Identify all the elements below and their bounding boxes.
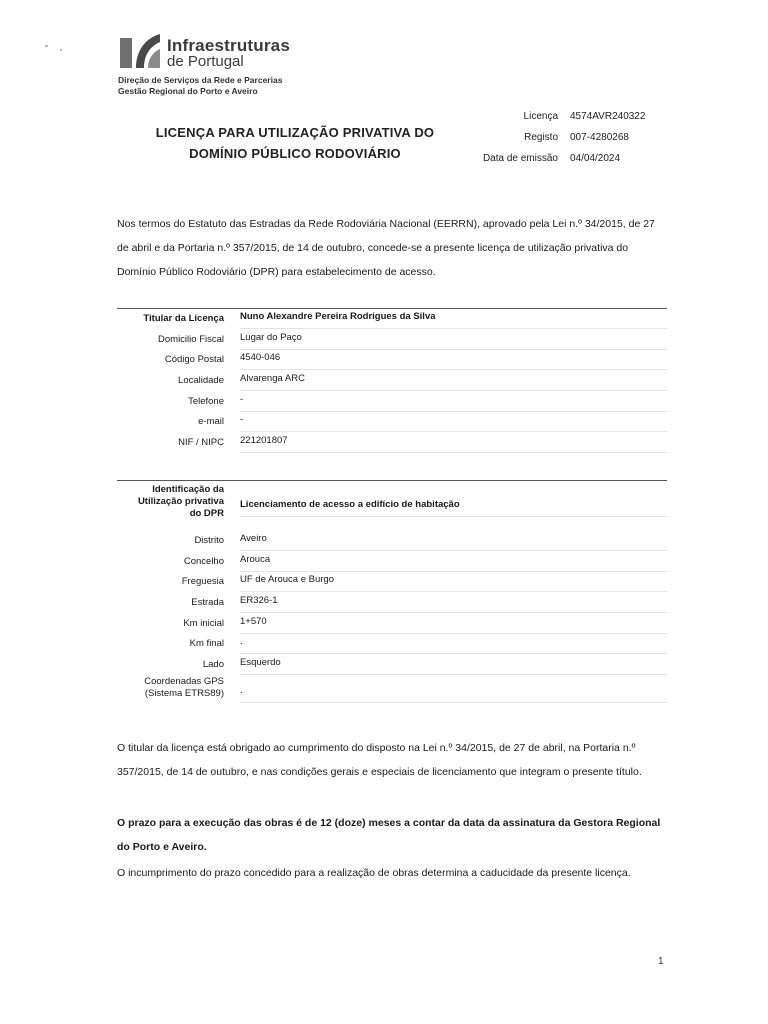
brand-name: Infraestruturas <box>167 36 290 55</box>
table-row <box>117 412 667 433</box>
title-line: LICENÇA PARA UTILIZAÇÃO PRIVATIVA DO <box>155 125 435 140</box>
row-value: Aveiro <box>240 533 667 551</box>
row-value: 221201807 <box>240 435 667 453</box>
table-row <box>117 552 667 573</box>
issue-date: 04/04/2024 <box>570 153 621 164</box>
row-label: e-mail <box>198 416 224 428</box>
row-value: Esquerdo <box>240 657 667 675</box>
intro-paragraph: Nos termos do Estatuto das Estradas da Rede Rodoviária Nacional (EERRN), aprovado pela Lei n.º 34/2015, de 27 de abril e da Portaria n.º 357/2015, de 14 de outubro, concede-se a presente licença de utilização privativa do Domínio Público Rodoviário (DPR) para estabelecimento de acesso. <box>117 218 655 278</box>
row-label: Localidade <box>178 375 224 387</box>
meta-label: Data de emissão <box>482 153 558 164</box>
page-number: 1 <box>658 956 664 967</box>
meta-values <box>570 110 645 173</box>
row-label: Concelho <box>183 555 224 567</box>
row-label: NIF / NIPC <box>178 437 224 449</box>
row-value: Nuno Alexandre Pereira Rodrigues da Silva <box>240 311 667 329</box>
row-label: Km final <box>189 638 224 650</box>
row-value: ER326-1 <box>240 595 667 613</box>
license-number: 4574AVR240322 <box>570 111 646 122</box>
row-value: . <box>240 685 667 703</box>
label-line: Identificação da <box>152 484 224 495</box>
titular-table <box>117 308 667 454</box>
row-label: Domicilio Fiscal <box>158 333 224 345</box>
registration-number: 007-4280268 <box>570 132 629 143</box>
row-label: Km inicial <box>183 617 224 629</box>
document-title <box>140 122 450 164</box>
department-line: Gestão Regional do Porto e Aveiro <box>118 86 258 96</box>
brand-subname: de Portugal <box>167 53 244 70</box>
row-value: - <box>240 414 667 432</box>
table-row <box>117 371 667 392</box>
row-label <box>117 676 224 700</box>
table-row <box>117 433 667 454</box>
scan-speck <box>45 45 48 47</box>
department-line: Direção de Serviços da Rede e Parcerias <box>118 75 283 85</box>
label-line: do DPR <box>189 508 224 519</box>
label-line: (Sistema ETRS89) <box>144 687 224 699</box>
meta-labels <box>440 110 558 173</box>
row-value: Alvarenga ARC <box>240 373 667 391</box>
ip-logo-icon <box>118 32 162 70</box>
row-label: Estrada <box>191 597 224 609</box>
deadline-paragraph: O prazo para a execução das obras é de 12 (doze) meses a contar da data da assinatura da Gestora Regional do Porto e Aveiro. <box>117 817 661 853</box>
row-label: Titular da Licença <box>143 313 224 324</box>
row-value: Arouca <box>240 554 667 572</box>
title-line: DOMÍNIO PÚBLICO RODOVIÁRIO <box>189 146 401 161</box>
row-label: Distrito <box>194 535 224 546</box>
table-row <box>117 614 667 635</box>
row-value: 4540-046 <box>240 352 667 370</box>
table-row <box>117 676 667 704</box>
row-label: Telefone <box>188 395 224 407</box>
row-label: Lado <box>202 659 224 671</box>
row-label <box>117 484 224 520</box>
table-row <box>117 330 667 351</box>
table-row <box>117 572 667 593</box>
expiry-paragraph: O incumprimento do prazo concedido para a realização de obras determina a caducidade da presente licença. <box>117 867 631 879</box>
row-value: . <box>240 636 667 654</box>
table-row <box>117 634 667 655</box>
utilizacao-table <box>117 480 667 704</box>
table-row <box>117 350 667 371</box>
row-value: Licenciamento de acesso a edifício de habitação <box>240 499 667 517</box>
table-row <box>117 655 667 676</box>
row-label: Freguesia <box>181 576 224 588</box>
row-value: - <box>240 394 667 412</box>
table-row <box>117 392 667 413</box>
department <box>118 75 282 97</box>
obligation-paragraph: O titular da licença está obrigado ao cumprimento do disposto na Lei n.º 34/2015, de 27 de abril, na Portaria n.º 357/2015, de 14 de outubro, e nas condições gerais e especiais de licenciamento que integram o presente título. <box>117 742 642 778</box>
meta-label: Registo <box>524 132 558 143</box>
row-value: 1+570 <box>240 616 667 634</box>
table-row <box>117 593 667 614</box>
table-row <box>117 531 667 552</box>
scan-speck <box>60 49 62 51</box>
table-row <box>117 481 667 531</box>
row-value: Lugar do Paço <box>240 332 667 350</box>
row-value: UF de Arouca e Burgo <box>240 574 667 592</box>
row-label: Código Postal <box>164 354 224 366</box>
table-row <box>117 309 667 330</box>
label-line: Utilização privativa <box>137 496 224 507</box>
label-line: Coordenadas GPS <box>144 675 224 687</box>
meta-label: Licença <box>523 111 558 122</box>
